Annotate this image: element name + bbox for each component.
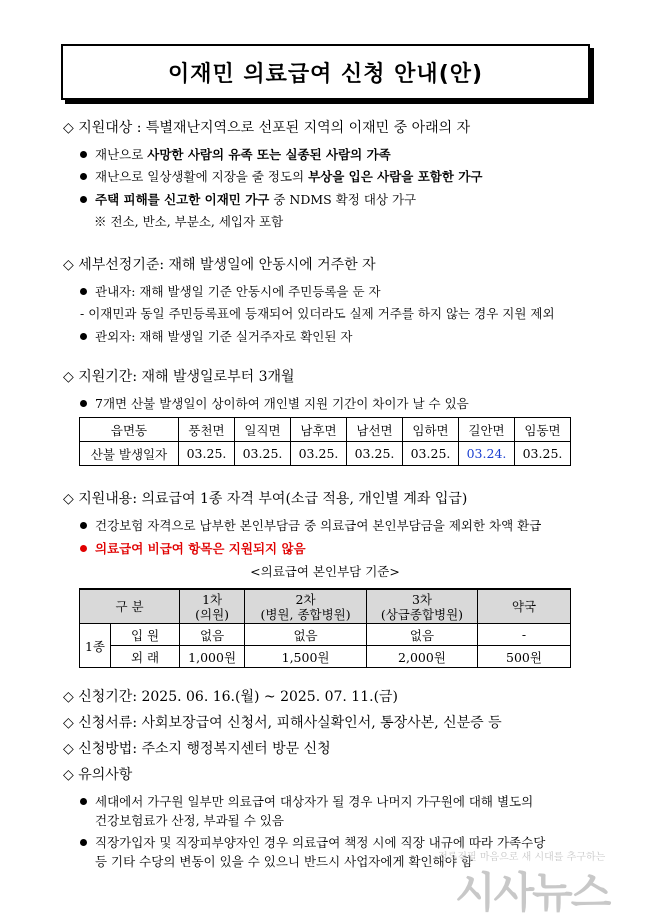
period-bullet-1: 7개면 산불 발생일이 상이하여 개인별 지원 기간이 차이가 날 수 있음 (80, 396, 469, 412)
page-title: 이재민 의료급여 신청 안내(안) (167, 61, 484, 87)
table-cell: 1,500원 (245, 646, 367, 668)
content-bullet-1: 건강보험 자격으로 납부한 본인부담금 중 의료급여 본인부담금을 제외한 차액 환급 (80, 518, 541, 534)
criteria-dash-1: - 이재민과 동일 주민등록표에 등재되어 있더라도 실제 거주를 하지 않는 경우 지원 제외 (80, 306, 555, 321)
target-heading: ◇ 지원대상 : 특별재난지역으로 선포된 지역의 이재민 중 아래의 자 (63, 120, 471, 136)
table-cell: 03.25. (515, 442, 571, 466)
bullet-icon (80, 798, 87, 805)
table-cell: - (478, 624, 571, 646)
table-header: 2차 (병원, 종합병원) (245, 589, 367, 624)
table-cell: 남후면 (291, 418, 347, 442)
target-note: ※ 전소, 반소, 부분소, 세입자 포함 (94, 214, 284, 229)
table-cell: 03.25. (347, 442, 403, 466)
bullet-icon (80, 839, 87, 846)
note-bullet-2: 직장가입자 및 직장피부양자인 경우 의료급여 책정 시에 직장 내규에 따라 가족수당 (80, 835, 545, 851)
target-bullet-3: 주택 피해를 신고한 이재민 가구 중 NDMS 확정 대상 가구 (80, 192, 416, 208)
table-cell: 읍면동 (80, 418, 179, 442)
table-cell-highlight: 03.24. (459, 442, 515, 466)
content-heading: ◇ 지원내용: 의료급여 1종 자격 부여(소급 적용, 개인별 계좌 입급) (63, 491, 468, 507)
table-cell: 남선면 (347, 418, 403, 442)
table-header-row (80, 589, 571, 624)
table-row (80, 646, 571, 668)
table-header-row (80, 418, 571, 442)
note-bullet-2-cont: 등 기타 수당의 변동이 있을 수 있으니 반드시 사업자에게 확인해야 함 (95, 854, 473, 869)
bullet-icon (80, 196, 87, 203)
target-bullet-2: 재난으로 일상생활에 지장을 줄 정도의 부상을 입은 사람을 포함한 가구 (80, 169, 482, 185)
table-cell: 없음 (180, 624, 245, 646)
apply-documents: ◇ 신청서류: 사회보장급여 신청서, 피해사실확인서, 통장사본, 신분증 등 (63, 715, 502, 731)
notes-heading: ◇ 유의사항 (63, 767, 133, 783)
criteria-heading: ◇ 세부선정기준: 재해 발생일에 안동시에 거주한 자 (63, 257, 376, 273)
note-bullet-1-cont: 건강보험료가 산정, 부과될 수 있음 (95, 813, 284, 828)
table-cell: 03.25. (235, 442, 291, 466)
table-cell: 외 래 (111, 646, 180, 668)
copay-table-caption: <의료급여 본인부담 기준> (250, 564, 400, 579)
table-cell: 500원 (478, 646, 571, 668)
table-cell: 길안면 (459, 418, 515, 442)
table-cell: 임하면 (403, 418, 459, 442)
table-cell: 풍천면 (179, 418, 235, 442)
criteria-bullet-1: 관내자: 재해 발생일 기준 안동시에 주민등록을 둔 자 (80, 284, 381, 300)
apply-period: ◇ 신청기간: 2025. 06. 16.(월) ~ 2025. 07. 11.(금) (63, 689, 399, 705)
table-cell: 일직면 (235, 418, 291, 442)
table-cell: 03.25. (403, 442, 459, 466)
bullet-icon (80, 400, 87, 407)
bullet-icon (80, 173, 87, 180)
target-bullet-1: 재난으로 사망한 사람의 유족 또는 실종된 사람의 가족 (80, 147, 391, 163)
table-header: 1차 (의원) (180, 589, 245, 624)
apply-method: ◇ 신청방법: 주소지 행정복지센터 방문 신청 (63, 741, 331, 757)
table-cell: 없음 (366, 624, 477, 646)
bullet-icon (80, 333, 87, 340)
copay-table (79, 588, 571, 668)
table-header: 구 분 (80, 589, 180, 624)
table-cell: 없음 (245, 624, 367, 646)
bullet-icon (80, 522, 87, 529)
table-cell: 임동면 (515, 418, 571, 442)
content-bullet-2: 의료급여 비급여 항목은 지원되지 않음 (80, 541, 306, 557)
bullet-icon (80, 151, 87, 158)
fire-date-table (79, 417, 571, 466)
table-cell: 03.25. (291, 442, 347, 466)
table-row (80, 624, 571, 646)
note-bullet-1: 세대에서 가구원 일부만 의료급여 대상자가 될 경우 나머지 가구원에 대해 별도의 (80, 794, 533, 810)
criteria-bullet-2: 관외자: 재해 발생일 기준 실거주자로 확인된 자 (80, 329, 352, 345)
table-cell: 산불 발생일자 (80, 442, 179, 466)
table-header: 약국 (478, 589, 571, 624)
period-heading: ◇ 지원기간: 재해 발생일로부터 3개월 (63, 369, 295, 385)
table-cell: 03.25. (179, 442, 235, 466)
table-row (80, 442, 571, 466)
table-cell: 1종 (80, 624, 111, 668)
watermark-tagline: 정론직필 마음으로 새 시대를 추구하는 (438, 852, 606, 863)
table-cell: 2,000원 (366, 646, 477, 668)
watermark-logo: 시사뉴스 (455, 868, 610, 917)
bullet-icon (80, 545, 87, 552)
title-box (61, 44, 590, 100)
table-cell: 1,000원 (180, 646, 245, 668)
table-cell: 입 원 (111, 624, 180, 646)
table-header: 3차 (상급종합병원) (366, 589, 477, 624)
bullet-icon (80, 288, 87, 295)
